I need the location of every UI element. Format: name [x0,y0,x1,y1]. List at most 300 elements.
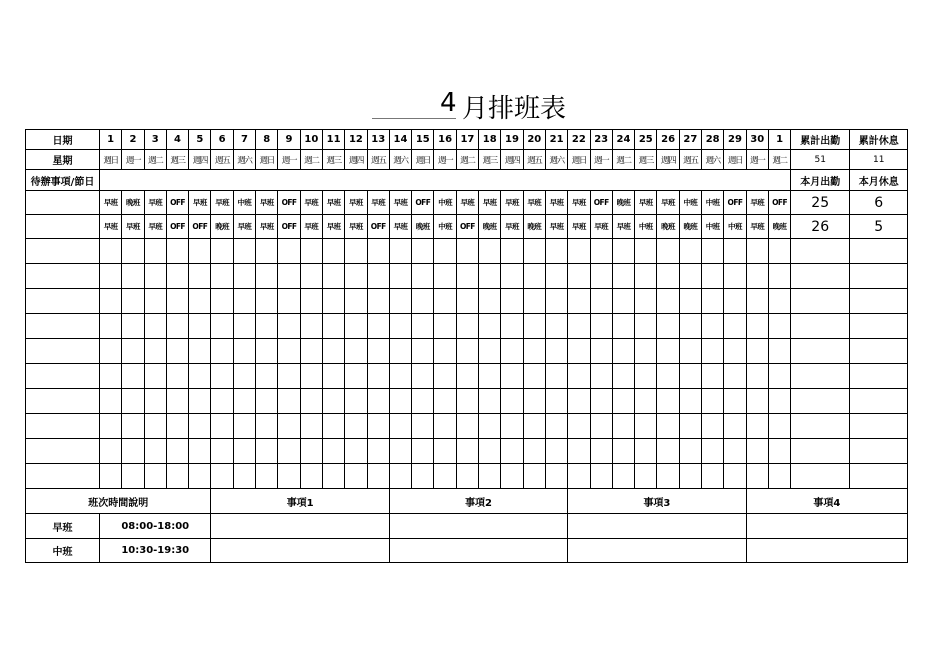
empty-cell[interactable] [389,464,411,489]
matter-cell[interactable] [746,514,908,539]
shift-cell[interactable]: OFF [166,215,188,239]
empty-cell[interactable] [850,264,908,289]
empty-cell[interactable] [568,364,590,389]
shift-cell[interactable]: 中班 [679,191,701,215]
empty-cell[interactable] [791,464,850,489]
empty-cell[interactable] [256,239,278,264]
shift-cell[interactable]: OFF [278,191,300,215]
empty-cell[interactable] [523,314,545,339]
shift-cell[interactable]: 中班 [233,191,255,215]
empty-cell[interactable] [501,464,523,489]
empty-cell[interactable] [612,339,634,364]
empty-cell[interactable] [590,264,612,289]
empty-cell[interactable] [100,239,122,264]
shift-cell[interactable]: 早班 [189,191,211,215]
empty-cell[interactable] [412,314,434,339]
empty-cell[interactable] [300,414,322,439]
empty-cell[interactable] [590,464,612,489]
empty-cell[interactable] [612,439,634,464]
empty-cell[interactable] [144,414,166,439]
shift-cell[interactable]: 早班 [345,191,367,215]
empty-cell[interactable] [501,339,523,364]
empty-cell[interactable] [850,414,908,439]
shift-cell[interactable]: 早班 [501,191,523,215]
empty-cell[interactable] [389,389,411,414]
empty-cell[interactable] [679,239,701,264]
shift-cell[interactable]: 早班 [144,191,166,215]
empty-cell[interactable] [850,289,908,314]
shift-cell[interactable]: 早班 [568,215,590,239]
empty-cell[interactable] [568,289,590,314]
empty-cell[interactable] [367,464,389,489]
empty-cell[interactable] [389,239,411,264]
empty-cell[interactable] [724,464,746,489]
empty-cell[interactable] [100,464,122,489]
empty-cell[interactable] [479,314,501,339]
empty-cell[interactable] [791,289,850,314]
empty-cell[interactable] [657,264,679,289]
empty-cell[interactable] [233,264,255,289]
empty-cell[interactable] [26,464,100,489]
empty-cell[interactable] [26,364,100,389]
empty-cell[interactable] [278,389,300,414]
empty-cell[interactable] [456,464,478,489]
empty-cell[interactable] [122,289,144,314]
empty-cell[interactable] [256,414,278,439]
empty-cell[interactable] [345,289,367,314]
empty-cell[interactable] [389,364,411,389]
empty-cell[interactable] [850,464,908,489]
shift-cell[interactable]: 早班 [144,215,166,239]
empty-cell[interactable] [479,389,501,414]
empty-cell[interactable] [501,414,523,439]
empty-cell[interactable] [746,439,768,464]
empty-cell[interactable] [590,239,612,264]
empty-cell[interactable] [211,464,233,489]
empty-cell[interactable] [189,439,211,464]
shift-cell[interactable]: 早班 [322,215,344,239]
empty-cell[interactable] [768,264,790,289]
empty-cell[interactable] [434,339,456,364]
empty-cell[interactable] [850,439,908,464]
empty-cell[interactable] [211,264,233,289]
empty-cell[interactable] [545,414,567,439]
employee-name-cell[interactable] [26,215,100,239]
empty-cell[interactable] [568,339,590,364]
empty-cell[interactable] [166,339,188,364]
empty-cell[interactable] [26,439,100,464]
empty-cell[interactable] [26,314,100,339]
empty-cell[interactable] [791,314,850,339]
shift-cell[interactable]: OFF [166,191,188,215]
empty-cell[interactable] [434,264,456,289]
empty-cell[interactable] [144,314,166,339]
empty-cell[interactable] [612,239,634,264]
empty-cell[interactable] [479,464,501,489]
empty-cell[interactable] [791,414,850,439]
empty-cell[interactable] [278,264,300,289]
empty-cell[interactable] [122,314,144,339]
empty-cell[interactable] [679,439,701,464]
matter-cell[interactable] [568,514,746,539]
empty-cell[interactable] [635,439,657,464]
empty-cell[interactable] [389,289,411,314]
shift-cell[interactable]: 早班 [523,191,545,215]
empty-cell[interactable] [679,339,701,364]
empty-cell[interactable] [568,439,590,464]
employee-name-cell[interactable] [26,191,100,215]
empty-cell[interactable] [702,239,724,264]
shift-cell[interactable]: 中班 [702,191,724,215]
empty-cell[interactable] [702,314,724,339]
empty-cell[interactable] [657,339,679,364]
empty-cell[interactable] [791,264,850,289]
empty-cell[interactable] [501,389,523,414]
empty-cell[interactable] [545,339,567,364]
empty-cell[interactable] [635,264,657,289]
empty-cell[interactable] [724,314,746,339]
empty-cell[interactable] [345,239,367,264]
empty-cell[interactable] [590,314,612,339]
empty-cell[interactable] [479,439,501,464]
empty-cell[interactable] [456,314,478,339]
empty-cell[interactable] [434,439,456,464]
empty-cell[interactable] [189,389,211,414]
empty-cell[interactable] [590,364,612,389]
empty-cell[interactable] [322,339,344,364]
empty-cell[interactable] [189,464,211,489]
shift-cell[interactable]: 早班 [545,215,567,239]
empty-cell[interactable] [144,439,166,464]
empty-cell[interactable] [657,389,679,414]
shift-cell[interactable]: OFF [768,191,790,215]
empty-cell[interactable] [144,389,166,414]
empty-cell[interactable] [702,364,724,389]
empty-cell[interactable] [256,289,278,314]
empty-cell[interactable] [144,264,166,289]
empty-cell[interactable] [679,264,701,289]
empty-cell[interactable] [211,439,233,464]
shift-cell[interactable]: 早班 [300,215,322,239]
empty-cell[interactable] [746,289,768,314]
empty-cell[interactable] [523,339,545,364]
empty-cell[interactable] [300,239,322,264]
empty-cell[interactable] [300,464,322,489]
empty-cell[interactable] [122,339,144,364]
empty-cell[interactable] [746,239,768,264]
empty-cell[interactable] [768,289,790,314]
empty-cell[interactable] [300,339,322,364]
empty-cell[interactable] [412,414,434,439]
empty-cell[interactable] [679,314,701,339]
empty-cell[interactable] [189,364,211,389]
empty-cell[interactable] [322,439,344,464]
shift-cell[interactable]: 早班 [545,191,567,215]
empty-cell[interactable] [791,239,850,264]
empty-cell[interactable] [768,314,790,339]
empty-cell[interactable] [100,439,122,464]
empty-cell[interactable] [702,264,724,289]
empty-cell[interactable] [590,389,612,414]
empty-cell[interactable] [657,289,679,314]
empty-cell[interactable] [412,239,434,264]
empty-cell[interactable] [122,464,144,489]
empty-cell[interactable] [26,289,100,314]
empty-cell[interactable] [100,264,122,289]
empty-cell[interactable] [657,439,679,464]
empty-cell[interactable] [166,364,188,389]
empty-cell[interactable] [746,314,768,339]
empty-cell[interactable] [635,464,657,489]
empty-cell[interactable] [367,314,389,339]
empty-cell[interactable] [545,239,567,264]
shift-cell[interactable]: 晚班 [412,215,434,239]
empty-cell[interactable] [211,314,233,339]
shift-cell[interactable]: 早班 [479,191,501,215]
empty-cell[interactable] [389,439,411,464]
empty-cell[interactable] [233,289,255,314]
empty-cell[interactable] [679,364,701,389]
shift-cell[interactable]: 早班 [345,215,367,239]
shift-cell[interactable]: OFF [278,215,300,239]
empty-cell[interactable] [545,314,567,339]
empty-cell[interactable] [501,264,523,289]
empty-cell[interactable] [724,289,746,314]
shift-cell[interactable]: 早班 [746,191,768,215]
shift-cell[interactable]: 早班 [389,215,411,239]
empty-cell[interactable] [523,464,545,489]
empty-cell[interactable] [26,414,100,439]
shift-cell[interactable]: 早班 [389,191,411,215]
empty-cell[interactable] [501,314,523,339]
matter-cell[interactable] [211,514,389,539]
empty-cell[interactable] [278,414,300,439]
shift-cell[interactable]: OFF [456,215,478,239]
empty-cell[interactable] [635,414,657,439]
empty-cell[interactable] [612,264,634,289]
empty-cell[interactable] [166,239,188,264]
empty-cell[interactable] [256,364,278,389]
empty-cell[interactable] [189,264,211,289]
empty-cell[interactable] [100,389,122,414]
empty-cell[interactable] [434,314,456,339]
empty-cell[interactable] [412,339,434,364]
shift-cell[interactable]: 早班 [322,191,344,215]
title-month[interactable]: 4 [440,88,457,118]
empty-cell[interactable] [322,389,344,414]
shift-cell[interactable]: 早班 [300,191,322,215]
empty-cell[interactable] [166,314,188,339]
empty-cell[interactable] [724,264,746,289]
empty-cell[interactable] [456,264,478,289]
empty-cell[interactable] [345,314,367,339]
empty-cell[interactable] [702,464,724,489]
empty-cell[interactable] [233,364,255,389]
empty-cell[interactable] [345,264,367,289]
empty-cell[interactable] [278,339,300,364]
shift-cell[interactable]: 早班 [568,191,590,215]
shift-cell[interactable]: 早班 [100,191,122,215]
empty-cell[interactable] [612,314,634,339]
shift-cell[interactable]: 中班 [434,191,456,215]
empty-cell[interactable] [479,289,501,314]
empty-cell[interactable] [389,264,411,289]
empty-cell[interactable] [724,389,746,414]
empty-cell[interactable] [523,364,545,389]
empty-cell[interactable] [166,289,188,314]
empty-cell[interactable] [768,339,790,364]
empty-cell[interactable] [679,389,701,414]
empty-cell[interactable] [479,339,501,364]
empty-cell[interactable] [189,339,211,364]
todo-cell[interactable] [100,170,791,191]
empty-cell[interactable] [367,414,389,439]
shift-cell[interactable]: 晚班 [768,215,790,239]
empty-cell[interactable] [679,289,701,314]
empty-cell[interactable] [612,389,634,414]
empty-cell[interactable] [479,239,501,264]
empty-cell[interactable] [211,389,233,414]
shift-cell[interactable]: OFF [590,191,612,215]
empty-cell[interactable] [791,364,850,389]
shift-cell[interactable]: 早班 [100,215,122,239]
empty-cell[interactable] [122,364,144,389]
empty-cell[interactable] [768,414,790,439]
shift-cell[interactable]: 中班 [702,215,724,239]
empty-cell[interactable] [523,264,545,289]
shift-cell[interactable]: 晚班 [122,191,144,215]
empty-cell[interactable] [233,464,255,489]
empty-cell[interactable] [367,289,389,314]
empty-cell[interactable] [233,314,255,339]
empty-cell[interactable] [850,364,908,389]
empty-cell[interactable] [702,439,724,464]
empty-cell[interactable] [300,439,322,464]
shift-cell[interactable]: 早班 [746,215,768,239]
empty-cell[interactable] [456,339,478,364]
empty-cell[interactable] [100,414,122,439]
empty-cell[interactable] [122,389,144,414]
empty-cell[interactable] [367,439,389,464]
empty-cell[interactable] [122,264,144,289]
empty-cell[interactable] [434,364,456,389]
empty-cell[interactable] [278,314,300,339]
shift-cell[interactable]: 早班 [367,191,389,215]
empty-cell[interactable] [434,414,456,439]
empty-cell[interactable] [189,239,211,264]
empty-cell[interactable] [300,289,322,314]
empty-cell[interactable] [322,289,344,314]
empty-cell[interactable] [746,364,768,389]
empty-cell[interactable] [322,239,344,264]
empty-cell[interactable] [612,464,634,489]
empty-cell[interactable] [545,289,567,314]
shift-cell[interactable]: 早班 [590,215,612,239]
matter-cell[interactable] [389,514,567,539]
empty-cell[interactable] [122,414,144,439]
empty-cell[interactable] [746,414,768,439]
empty-cell[interactable] [679,464,701,489]
empty-cell[interactable] [278,439,300,464]
empty-cell[interactable] [568,464,590,489]
empty-cell[interactable] [278,239,300,264]
empty-cell[interactable] [322,364,344,389]
empty-cell[interactable] [746,339,768,364]
shift-cell[interactable]: OFF [412,191,434,215]
shift-cell[interactable]: 早班 [501,215,523,239]
empty-cell[interactable] [434,289,456,314]
empty-cell[interactable] [768,464,790,489]
empty-cell[interactable] [702,389,724,414]
empty-cell[interactable] [211,289,233,314]
empty-cell[interactable] [545,389,567,414]
empty-cell[interactable] [144,464,166,489]
shift-cell[interactable]: 晚班 [479,215,501,239]
shift-cell[interactable]: OFF [367,215,389,239]
empty-cell[interactable] [590,289,612,314]
empty-cell[interactable] [545,439,567,464]
empty-cell[interactable] [189,314,211,339]
empty-cell[interactable] [434,464,456,489]
empty-cell[interactable] [791,439,850,464]
empty-cell[interactable] [523,289,545,314]
empty-cell[interactable] [300,314,322,339]
matter-cell[interactable] [389,539,567,563]
empty-cell[interactable] [501,364,523,389]
empty-cell[interactable] [211,339,233,364]
empty-cell[interactable] [389,339,411,364]
shift-cell[interactable]: 晚班 [523,215,545,239]
empty-cell[interactable] [345,364,367,389]
shift-cell[interactable]: 早班 [233,215,255,239]
empty-cell[interactable] [233,389,255,414]
empty-cell[interactable] [523,239,545,264]
empty-cell[interactable] [590,439,612,464]
empty-cell[interactable] [635,339,657,364]
empty-cell[interactable] [590,339,612,364]
empty-cell[interactable] [479,414,501,439]
shift-cell[interactable]: 中班 [635,215,657,239]
empty-cell[interactable] [702,339,724,364]
empty-cell[interactable] [635,289,657,314]
empty-cell[interactable] [367,389,389,414]
empty-cell[interactable] [189,289,211,314]
empty-cell[interactable] [479,264,501,289]
empty-cell[interactable] [211,364,233,389]
empty-cell[interactable] [590,414,612,439]
empty-cell[interactable] [434,239,456,264]
empty-cell[interactable] [144,289,166,314]
empty-cell[interactable] [412,364,434,389]
shift-cell[interactable]: 早班 [635,191,657,215]
empty-cell[interactable] [211,414,233,439]
empty-cell[interactable] [635,389,657,414]
empty-cell[interactable] [724,439,746,464]
empty-cell[interactable] [657,239,679,264]
shift-cell[interactable]: 早班 [256,191,278,215]
shift-cell[interactable]: OFF [724,191,746,215]
empty-cell[interactable] [568,239,590,264]
empty-cell[interactable] [746,264,768,289]
shift-cell[interactable]: 晚班 [679,215,701,239]
empty-cell[interactable] [256,314,278,339]
empty-cell[interactable] [166,389,188,414]
empty-cell[interactable] [256,464,278,489]
empty-cell[interactable] [100,339,122,364]
empty-cell[interactable] [434,389,456,414]
empty-cell[interactable] [389,314,411,339]
matter-cell[interactable] [746,539,908,563]
